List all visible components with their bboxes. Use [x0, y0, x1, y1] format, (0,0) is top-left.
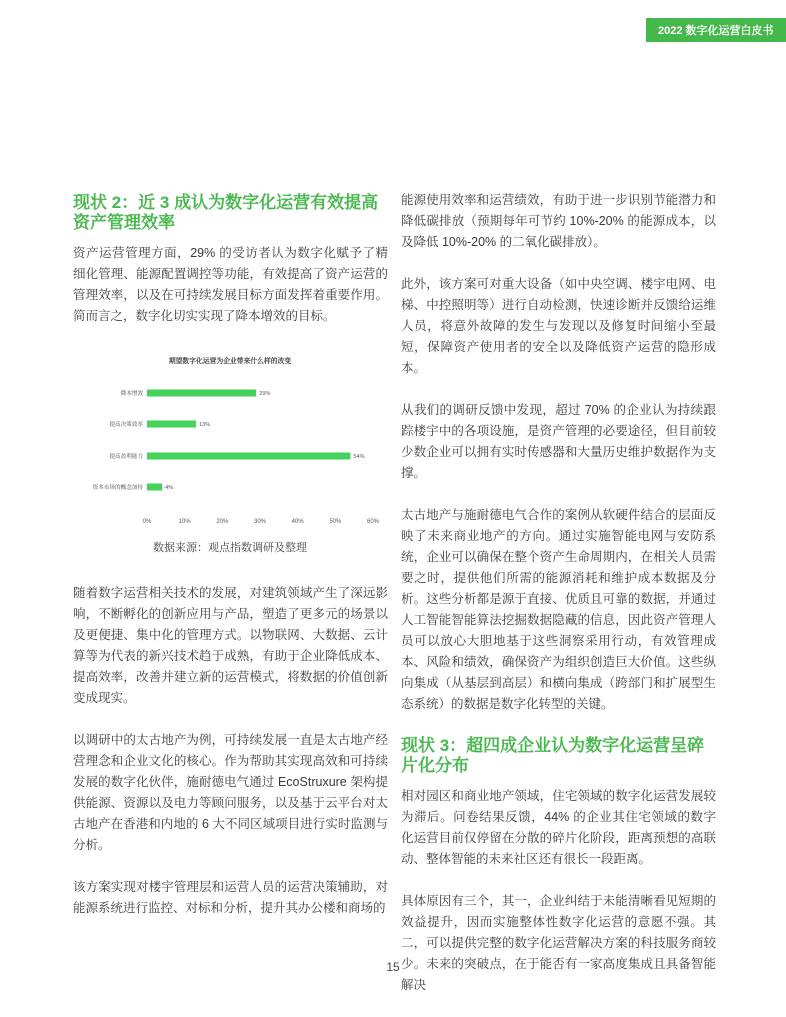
x-tick-label: 40% [291, 519, 304, 525]
right-column [401, 190, 716, 1017]
paragraph: 该方案实现对楼宇管理层和运营人员的运营决策辅助，对能源系统进行监控、对标和分析，提升其办公楼和商场的 [73, 880, 388, 915]
paragraph: 能源使用效率和运营绩效，有助于进一步识别节能潜力和降低碳排放（预期每年可节约 10%-20% 的能源成本，以及降低 10%-20% 的二氧化碳排放）。 [401, 193, 716, 249]
section-heading-3: 现状 3：超四成企业认为数字化运营呈碎片化分布 [401, 736, 705, 775]
page-number: 15 [386, 960, 400, 974]
x-tick-label: 0% [142, 519, 152, 525]
data-label: 54% [353, 454, 365, 460]
category-label: 提高决策效率 [109, 422, 143, 428]
paragraph: 相对园区和商业地产领域，住宅领域的数字化运营发展较为滞后。问卷结果反馈，44% 的企业其住宅领域的数字化运营目前仅停留在分散的碎片化阶段，距离预想的高联动、整体智能的未来社区还有很长一段距离。 [401, 789, 716, 866]
bar [147, 390, 256, 397]
x-tick-label: 30% [253, 519, 267, 525]
left-column [73, 193, 388, 940]
chart-source: 数据来源：观点指数调研及整理 [153, 542, 307, 554]
x-tick-label: 50% [329, 519, 342, 525]
paragraph: 太古地产与施耐德电气合作的案例从软硬件结合的层面反映了未来商业地产的方向。通过实施智能电网与安防系统，企业可以确保在整个资产生命周期内，在相关人员需要之时，提供他们所需的能源消耗和维护成本数据及分析。这些分析都是源于直接、优质且可靠的数据，并通过人工智能智能算法挖掘数据隐藏的信息，因此资产管理人员可以放心大胆地基于这些洞察采用行动，有效管理成本、风险和绩效，确保资产为组织创造巨大价值。这些纵向集成（从基层到高层）和横向集成（跨部门和扩展型生态系统）的数据是数字化转型的关键。 [401, 508, 716, 711]
chart-title: 期望数字化运营为企业带来什么样的改变 [168, 358, 292, 365]
header-banner [646, 18, 786, 42]
paragraph: 资产运营管理方面，29% 的受访者认为数字化赋予了精细化管理、能源配置调控等功能，有效提高了资产运营的管理效率，以及在可持续发展目标方面发挥着重要作用。简而言之，数字化切实实现了降本增效的目标。 [73, 246, 388, 323]
data-label: 29% [259, 391, 271, 397]
x-tick-label: 10% [178, 519, 191, 525]
category-label: 资本市场的概念加持 [92, 485, 143, 491]
x-tick-label: 60% [366, 519, 380, 525]
bar [147, 484, 162, 491]
bar [147, 421, 196, 428]
section-heading-2: 现状 2：近 3 成认为数字化运营有效提高资产管理效率 [73, 193, 379, 232]
document-title: 2022 数字化运营白皮书 [658, 25, 774, 37]
paragraph: 此外，该方案可对重大设备（如中央空调、楼宇电网、电梯、中控照明等）进行自动检测，快速诊断并反馈给运维人员，将意外故障的发生与发现以及修复时间缩小至最短，保障资产使用者的安全以及降低资产运营的隐形成本。 [401, 277, 716, 375]
bar-chart [73, 348, 388, 563]
chart-svg [73, 348, 388, 563]
bar [147, 453, 350, 460]
paragraph: 随着数字运营相关技术的发展，对建筑领域产生了深远影响，不断孵化的创新应用与产品，塑造了更多元的场景以及更便捷、集中化的管理方式。以物联网、大数据、云计算等为代表的新兴技术趋于成熟，有助于企业降低成本、提高效率，改善并建立新的运营模式，将数据的价值创新变成现实。 [73, 586, 388, 705]
category-label: 提高盈利能力 [109, 454, 143, 460]
paragraph: 从我们的调研反馈中发现，超过 70% 的企业认为持续跟踪楼宇中的各项设施，是资产管理的必要途径，但目前较少数企业可以拥有实时传感器和大量历史维护数据作为支撑。 [401, 403, 716, 480]
data-label: 13% [198, 422, 211, 428]
category-label: 降本增效 [120, 391, 143, 397]
x-tick-label: 20% [216, 519, 229, 525]
data-label: 4% [165, 485, 174, 491]
paragraph: 具体原因有三个，其一，企业纠结于未能清晰看见短期的效益提升，因而实施整体性数字化运营的意愿不强。其二，可以提供完整的数字化运营解决方案的科技服务商较少。未来的突破点，在于能否有一家高度集成且具备智能解决 [401, 894, 716, 992]
paragraph: 以调研中的太古地产为例，可持续发展一直是太古地产经营理念和企业文化的核心。作为帮助其实现高效和可持续发展的数字化伙伴，施耐德电气通过 EcoStruxure 架构提供能源、资源以及电力等顾问服务，以及基于云平台对太古地产在香港和内地的 6 大不同区域项目进行实时监测与分析。 [73, 733, 388, 852]
